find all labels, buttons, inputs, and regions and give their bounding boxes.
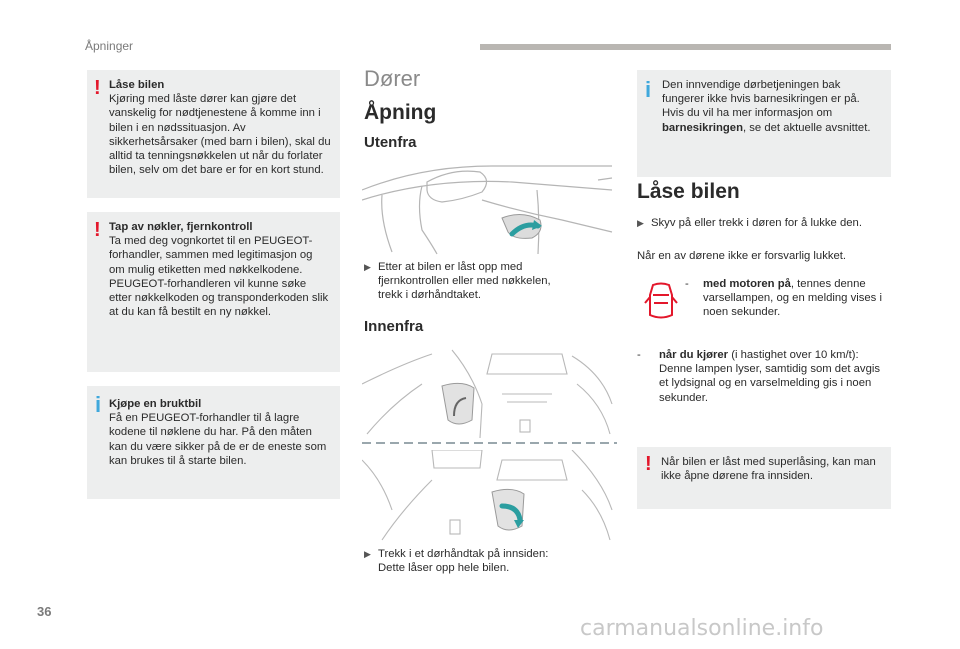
exclamation-icon: ! — [645, 453, 652, 475]
driving-item — [637, 348, 891, 405]
bullet-inside — [364, 547, 579, 575]
info-i-icon: i — [645, 77, 652, 102]
triangle-bullet-icon: ▶ — [637, 218, 644, 228]
engine-text: , tennes denne varsellampen, og en melding vises i noen sekunder. — [703, 278, 882, 319]
page-title: Dører — [364, 66, 421, 91]
header-bar — [480, 44, 891, 50]
heading-inside: Innenfra — [364, 318, 424, 335]
warning-box-lock — [87, 70, 340, 198]
box-title: Kjøpe en bruktbil — [109, 398, 202, 410]
box-body: Ta med deg vognkortet til en PEUGEOT-forhandler, sammen med legitimasjon og om mulig etiketten med nøkkelkodene. PEUGEOT-forhandleren vil kunne søke etter nøkkelkoden og transponderkoden slik at du kan få bestilt en ny nøkkel. — [109, 235, 329, 319]
dashed-separator — [362, 441, 617, 445]
info-text-1: Den innvendige dørbetjeningen bak fungerer ikke hvis barnesikringen er på. Hvis du vil ha mer informasjon om — [662, 79, 860, 120]
box-body: Få en PEUGEOT-forhandler til å lagre kodene til nøklene du har. På den måten kan du være sikker på de er de eneste som kan brukes til å starte bilen. — [109, 412, 327, 467]
triangle-bullet-icon: ▶ — [364, 549, 371, 559]
driving-text: (i hastighet over 10 km/t): Denne lampen lyser, samtidig som det avgis et lydsignal og en varselmelding gis i noen sekunder. — [659, 349, 881, 404]
info-text-2: , se det aktuelle avsnittet. — [743, 121, 871, 134]
engine-on-item — [685, 277, 891, 320]
box-title: Tap av nøkler, fjernkontroll — [109, 221, 253, 233]
dash: - — [685, 278, 689, 290]
page-number: 36 — [37, 604, 52, 619]
box-title: Låse bilen — [109, 79, 165, 91]
section-label: Åpninger — [85, 39, 134, 53]
bullet-outside — [364, 260, 579, 303]
exclamation-icon: ! — [94, 77, 101, 99]
info-box-used-car — [87, 386, 340, 499]
dash: - — [637, 349, 641, 361]
heading-opening: Åpning — [364, 101, 437, 124]
inside-door-handle-illustration-top — [362, 344, 617, 439]
door-open-warning-lamp-icon — [644, 281, 678, 323]
driving-bold: når du kjører — [659, 349, 729, 361]
box-body: Kjøring med låste dører kan gjøre det vanskelig for nødtjenestene å komme inn i bilen i en nødssituasjon. Av sikkerhetsårsaker (med barn i bilen), skal du alltid ta tenningsnøkkelen ut når du forlater bilen, selv om det bare er for en kort stund. — [109, 93, 331, 177]
bullet-text: Etter at bilen er låst opp med fjernkontrollen eller med nøkkelen, trekk i dørhåndtaket. — [378, 261, 551, 302]
watermark: carmanualsonline.info — [580, 616, 824, 641]
info-box-child-lock — [637, 70, 891, 177]
warning-box-superlock — [637, 447, 891, 509]
bullet-text: Trekk i et dørhåndtak på innsiden: Dette låser opp hele bilen. — [378, 548, 549, 575]
triangle-bullet-icon: ▶ — [364, 262, 371, 272]
bullet-text: Skyv på eller trekk i døren for å lukke den. — [651, 217, 862, 229]
bullet-lock — [637, 216, 891, 230]
warning-box-keys — [87, 212, 340, 372]
inside-door-handle-illustration-bottom — [362, 450, 617, 545]
warning-text: Når bilen er låst med superlåsing, kan man ikke åpne dørene fra innsiden. — [661, 456, 876, 483]
door-not-closed-text: Når en av dørene ikke er forsvarlig lukket. — [637, 250, 847, 262]
info-i-icon: i — [95, 392, 102, 417]
exclamation-icon: ! — [94, 219, 101, 241]
engine-bold: med motoren på — [703, 278, 791, 290]
outside-door-handle-illustration — [362, 160, 617, 255]
info-text-bold: barnesikringen — [662, 121, 743, 134]
heading-outside: Utenfra — [364, 134, 417, 151]
heading-lock-car: Låse bilen — [637, 180, 740, 203]
